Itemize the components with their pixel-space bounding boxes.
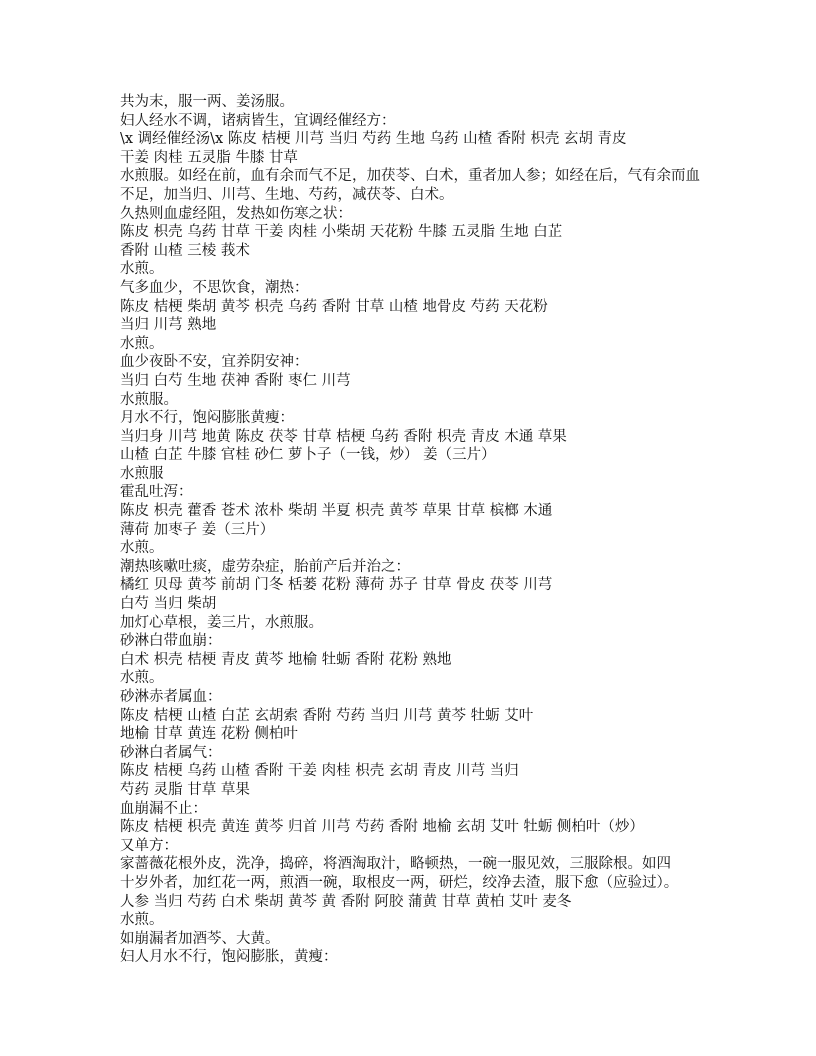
- text-line: 月水不行，饱闷膨胀黄瘦：: [120, 410, 294, 427]
- text-line: 山楂 白芷 牛膝 官桂 砂仁 萝卜子（一钱，炒） 姜（三片）: [120, 447, 496, 464]
- text-line: 血少夜卧不安，宜养阴安神：: [120, 354, 309, 371]
- text-line: 干姜 肉桂 五灵脂 牛膝 甘草: [120, 149, 298, 166]
- text-line: 当归 白芍 生地 茯神 香附 枣仁 川芎: [120, 372, 351, 389]
- text-line: 人参 当归 芍药 白术 柴胡 黄芩 黄 香附 阿胶 蒲黄 甘草 黄柏 艾叶 麦冬: [120, 893, 572, 910]
- text-line: 潮热咳嗽吐痰，虚劳杂症，胎前产后并治之：: [120, 558, 410, 575]
- document-body: [120, 93, 720, 967]
- text-line: 血崩漏不止：: [120, 800, 207, 817]
- text-line: 白术 枳壳 桔梗 青皮 黄芩 地榆 牡蛎 香附 花粉 熟地: [120, 651, 452, 668]
- text-line: 水煎。: [120, 912, 164, 929]
- text-line: 白芍 当归 柴胡: [120, 596, 217, 613]
- text-line: 水煎服。如经在前，血有余而气不足，加茯苓、白术，重者加人参；如经在后，气有余而血: [120, 168, 700, 185]
- text-line: 水煎服。: [120, 391, 178, 408]
- text-line: 当归身 川芎 地黄 陈皮 茯苓 甘草 桔梗 乌药 香附 枳壳 青皮 木通 草果: [120, 428, 567, 445]
- text-line: 砂淋白者属气：: [120, 744, 222, 761]
- text-line: 水煎。: [120, 540, 164, 557]
- text-line: 加灯心草根，姜三片，水煎服。: [120, 614, 323, 631]
- text-line: 妇人经水不调，诸病皆生，宜调经催经方：: [120, 112, 396, 129]
- text-line: 家蔷薇花根外皮，洗净，捣碎，将酒淘取汁，略顿热，一碗一服见效，三服除根。如四: [120, 856, 671, 873]
- text-line: 陈皮 桔梗 柴胡 黄芩 枳壳 乌药 香附 甘草 山楂 地骨皮 芍药 天花粉: [120, 298, 548, 315]
- text-line: 气多血少，不思饮食，潮热：: [120, 279, 309, 296]
- text-line: 砂淋赤者属血：: [120, 689, 222, 705]
- text-line: 水煎。: [120, 670, 164, 687]
- text-line: 陈皮 枳壳 藿香 苍术 浓朴 柴胡 半夏 枳壳 黄芩 草果 甘草 槟榔 木通: [120, 503, 553, 520]
- text-line: 水煎。: [120, 261, 164, 278]
- text-line: 妇人月水不行，饱闷膨胀，黄瘦：: [120, 949, 338, 966]
- text-line: 不足，加当归、川芎、生地、芍药，减茯苓、白术。: [120, 186, 454, 203]
- text-line: 水煎服: [120, 465, 164, 482]
- text-line: 橘红 贝母 黄芩 前胡 门冬 栝蒌 花粉 薄荷 苏子 甘草 骨皮 茯苓 川芎: [120, 577, 553, 594]
- text-line: 陈皮 桔梗 乌药 山楂 香附 干姜 肉桂 枳壳 玄胡 青皮 川芎 当归: [120, 763, 519, 780]
- text-line: 霍乱吐泻：: [120, 484, 193, 501]
- text-line: 芍药 灵脂 甘草 草果: [120, 781, 250, 798]
- text-line: 薄荷 加枣子 姜（三片）: [120, 521, 275, 538]
- text-line: 陈皮 桔梗 枳壳 黄连 黄芩 归首 川芎 芍药 香附 地榆 玄胡 艾叶 牡蛎 侧柏叶（炒）: [120, 819, 644, 836]
- text-line: 陈皮 枳壳 乌药 甘草 干姜 肉桂 小柴胡 天花粉 牛膝 五灵脂 生地 白芷: [120, 224, 563, 241]
- text-line: 如崩漏者加酒芩、大黄。: [120, 930, 280, 947]
- text-line: 砂淋白带血崩：: [120, 633, 222, 650]
- text-line: 香附 山楂 三棱 莪术: [120, 242, 250, 259]
- text-line: 共为末，服一两、姜汤服。: [120, 94, 294, 110]
- text-line: 陈皮 桔梗 山楂 白芷 玄胡索 香附 芍药 当归 川芎 黄芩 牡蛎 艾叶: [120, 707, 534, 724]
- text-line: 水煎。: [120, 335, 164, 352]
- text-line: 地榆 甘草 黄连 花粉 侧柏叶: [120, 726, 298, 743]
- text-line: 当归 川芎 熟地: [120, 317, 217, 334]
- text-line: 又单方：: [120, 837, 178, 854]
- text-line: \x 调经催经汤\x 陈皮 桔梗 川芎 当归 芍药 生地 乌药 山楂 香附 枳壳 玄胡 青皮: [120, 131, 627, 148]
- text-line: 十岁外者，加红花一两，煎酒一碗，取根皮一两，研烂，绞净去渣，服下愈（应验过）。: [120, 874, 679, 891]
- text-line: 久热则血虚经阻，发热如伤寒之状：: [120, 205, 352, 222]
